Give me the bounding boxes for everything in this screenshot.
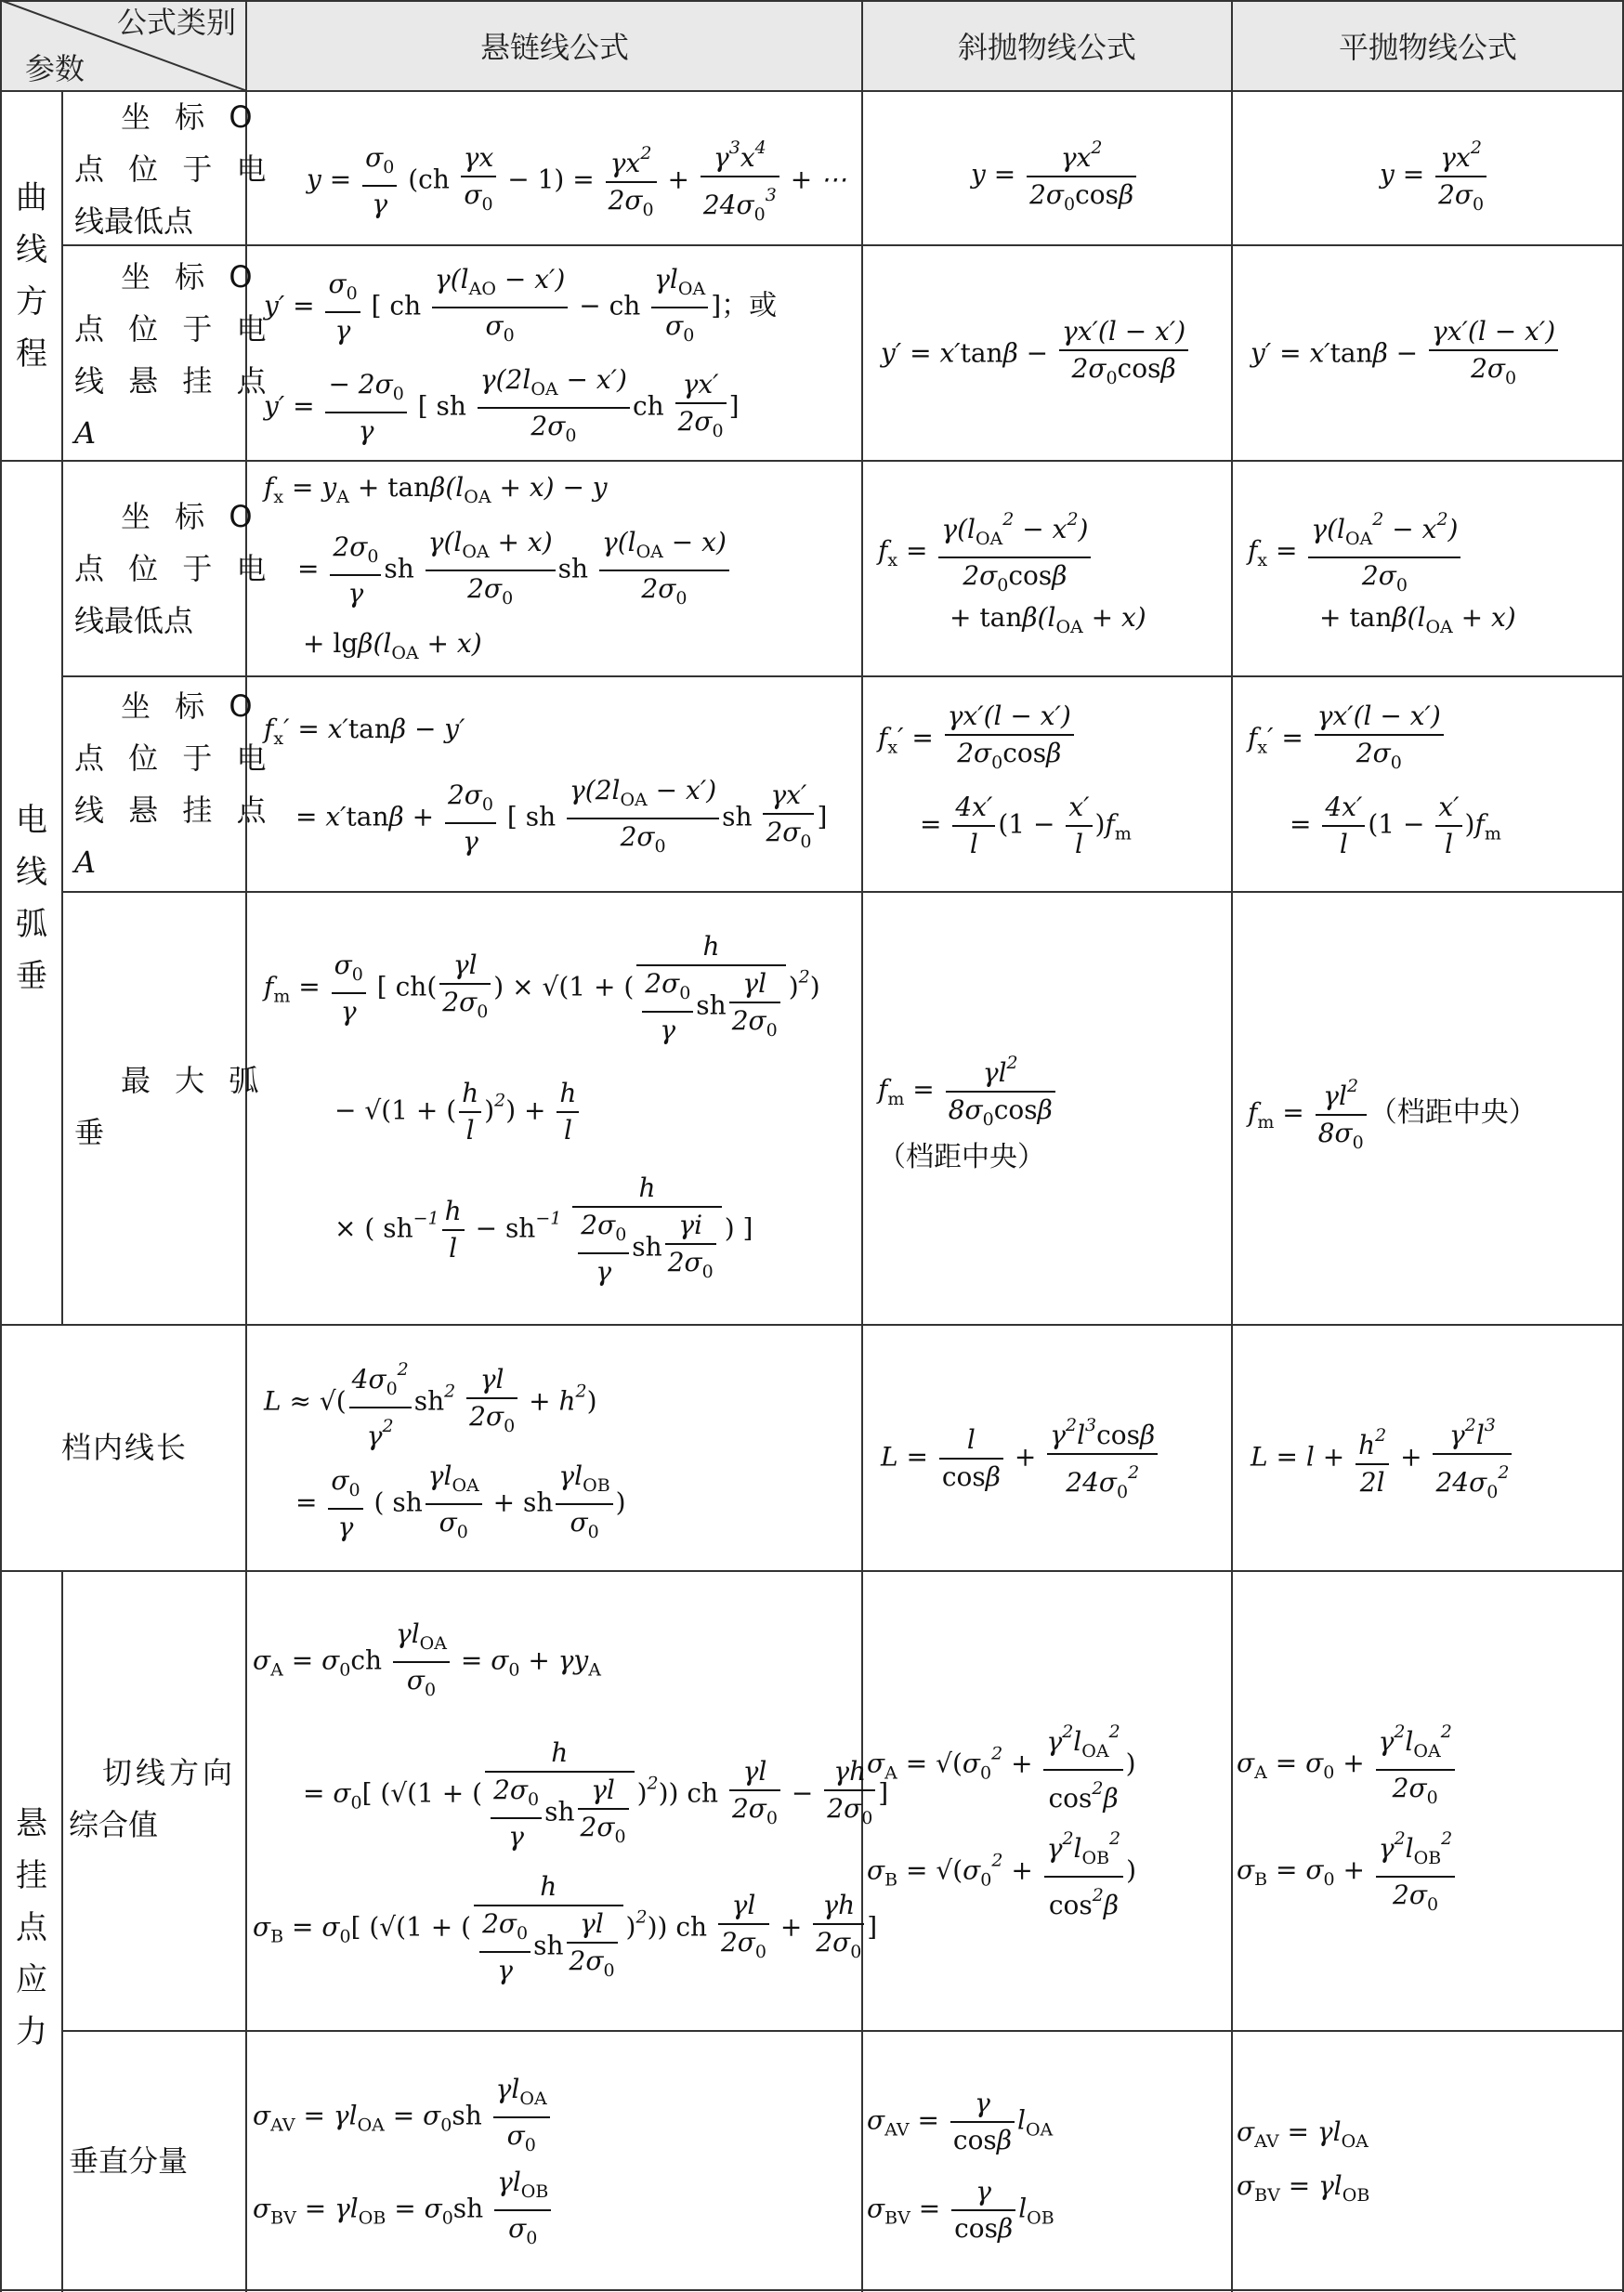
grid-line (0, 1324, 1624, 1326)
row-label-origin-suspension-1 (74, 251, 274, 459)
formula-oblique-sag-suspension-2: = $\frac{4x'}{l}$ (1 − $\frac{x'}{l}$ )$f_m$ (920, 790, 1132, 862)
group-char: 曲 (16, 179, 47, 216)
formula-oblique-stress-a: $\sigma_A = √(\sigma_0^2$ + $\frac{\gamma^2l_{OA}^2}{\cos^2\beta}$ ) (867, 1714, 1136, 1816)
group-sag (13, 794, 50, 1002)
label-line: 线最低点 (74, 603, 194, 638)
group-char: 弧 (16, 906, 47, 943)
formula-catenary-stress-a-2: = $\sigma_0$[ (√(1 + ( h $\frac{2\sigma_0}{\gamma}$ sh $\frac{\gamma l}{2\sigma_0}$ )$^2$)) ch $\frac{\gamma l}{2\sigma_0}$ − $\frac{\gamma h}{2\sigma_0}$ ] (303, 1735, 888, 1854)
formula-catenary-curve-suspension-1: y′ = $\frac{\sigma_0}{\gamma}$ [ ch $\frac{\gamma(l_{AO} - x')}{\sigma_0}$ − ch $\frac{\gamma l_{OA}}{\sigma_0}$ ]；或 (264, 262, 777, 353)
grid-line (0, 1570, 1624, 1572)
formula-flat-curve-suspension: y′ = x′tanβ − $\frac{\gamma x'(l - x')}{2\sigma_0}$ (1251, 314, 1561, 396)
label-line: 垂 (74, 1115, 112, 1150)
formula-catenary-stress-b: $\sigma_B = \sigma_0$[ (√(1 + ( h $\frac{2\sigma_0}{\gamma}$ sh $\frac{\gamma l}{2\sigma_0}$ )$^2$)) ch $\frac{\gamma l}{2\sigma_0}$ + $\frac{\gamma h}{2\sigma_0}$ ] (253, 1869, 877, 1988)
label-line: 坐 标 O (121, 499, 260, 534)
row-label-origin-suspension-2 (74, 680, 274, 888)
label-line: 坐 标 O (121, 99, 260, 135)
formula-flat-length: L = l + $\frac{h^2}{2l}$ + $\frac{\gamma^2l^3}{24\sigma_0^2}$ (1251, 1408, 1514, 1510)
grid-line (61, 2030, 1624, 2032)
header-oblique (862, 0, 1232, 91)
formula-flat-stress-b: $\sigma_B = \sigma_0$ + $\frac{\gamma^2l_{OB}^2}{2\sigma_0}$ (1237, 1821, 1458, 1922)
label-line: 点 位 于 电 (74, 740, 274, 776)
group-char: 应 (16, 1961, 47, 1998)
formula-catenary-vertical-b: $\sigma_{BV} = \gamma l_{OB} = \sigma_0sh$ $\frac{\gamma l_{OB}}{\sigma_0}$ (253, 2165, 554, 2256)
label-line: 线 悬 挂 点 (74, 792, 274, 828)
formula-oblique-vertical-b: $\sigma_{BV}$ = $\frac{\gamma}{\cos\beta}$ $l_{OB}$ (867, 2174, 1054, 2246)
formula-catenary-length-1: L ≈ √( $\frac{4\sigma_0^2}{\gamma^2}$ $sh^2$ $\frac{\gamma l}{2\sigma_0}$ + $h^2$) (264, 1352, 597, 1454)
group-char: 线 (16, 231, 47, 268)
formula-catenary-max-sag-3: × ( $sh^{-1}$ $\frac{h}{l}$ − $sh^{-1}$ h $\frac{2\sigma_0}{\gamma}$ sh $\frac{\gamma i}{2\sigma_0}$ ) ] (334, 1171, 753, 1290)
formula-flat-sag-suspension-1: $f_x'$ = $\frac{\gamma x'(l - x')}{2\sigma_0}$ (1248, 699, 1447, 780)
header-catenary (247, 0, 862, 91)
formula-catenary-sag-lowest-3: + $\lg\beta(l_{OA} + x)$ (303, 628, 482, 663)
row-label-max-sag (74, 1054, 266, 1159)
row-label-origin-lowest-2 (74, 491, 274, 647)
group-char: 力 (16, 2013, 47, 2050)
formula-flat-sag-lowest: $f_x$ = $\frac{\gamma(l_{OA}^2 - x^2)}{2\sigma_0}$ (1248, 502, 1463, 603)
formula-catenary-curve-lowest: y = $\frac{\sigma_0}{\gamma}$ (ch $\frac{\gamma x}{\sigma_0}$ − 1) = $\frac{\gamma x^2}{2\sigma_0}$ + $\frac{\gamma^3x^4}{24\sigma_0^3}$ + ⋯ (307, 130, 846, 232)
or-word: ；或 (721, 289, 778, 322)
formula-flat-sag-lowest-2: + $\tan\beta(l_{OA} + x)$ (1319, 602, 1516, 637)
formula-catenary-sag-suspension-1: $f_x' = x'\tan\beta - y'$ (264, 714, 465, 749)
formula-oblique-length: L = $\frac{l}{\cos\beta}$ + $\frac{\gamma^2l^3\cos\beta}{24\sigma_0^2}$ (881, 1408, 1160, 1510)
formula-catenary-curve-suspension-2: y′ = $\frac{- 2\sigma_0}{\gamma}$ [ sh $\frac{\gamma(2l_{OA} - x')}{2\sigma_0}$ ch $\frac{\gamma x'}{2\sigma_0}$ ] (264, 362, 740, 453)
formula-catenary-max-sag-2: − √(1 + ( $\frac{h}{l}$ )$^2$) + $\frac{h}{l}$ (334, 1076, 582, 1148)
row-label-origin-lowest-1 (74, 91, 274, 247)
formula-oblique-curve-suspension: y′ = x′tanβ − $\frac{\gamma x'(l - x')}{2\sigma_0\cos\beta}$ (881, 314, 1191, 396)
formula-flat-curve-lowest: y = $\frac{\gamma x^2}{2\sigma_0}$ (1380, 130, 1489, 222)
label-line: 线最低点 (74, 203, 194, 239)
header-category-label: 公式类别 (116, 5, 236, 39)
group-char: 线 (16, 854, 47, 891)
formula-catenary-stress-a-1: $\sigma_A = \sigma_0ch$ $\frac{\gamma l_{OA}}{\sigma_0}$ = $\sigma_0 + \gamma y_A$ (253, 1617, 601, 1708)
formula-catenary-length-2: = $\frac{\sigma_0}{\gamma}$ ( sh $\frac{\gamma l_{OA}}{\sigma_0}$ + sh $\frac{\gamma l_{OB}}{\sigma_0}$ ) (295, 1459, 626, 1550)
grid-line (0, 0, 1624, 2)
group-char: 挂 (16, 1857, 47, 1894)
formula-flat-vertical-a: $\sigma_{AV} = \gamma l_{OA}$ (1237, 2116, 1369, 2152)
label-line: 最 大 弧 (121, 1063, 267, 1098)
group-char: 点 (16, 1909, 47, 1946)
group-char: 悬 (16, 1805, 47, 1842)
row-label-tangent (69, 1747, 236, 1851)
header-catenary-label: 悬链线公式 (479, 30, 629, 65)
formula-flat-sag-suspension-2: = $\frac{4x'}{l}$ (1 − $\frac{x'}{l}$ )$f_m$ (1290, 790, 1501, 862)
formula-catenary-sag-lowest-1: $f_x = y_A + \tan\beta(l_{OA} + x) - y$ (264, 472, 608, 507)
formula-catenary-max-sag-1: $f_m$ = $\frac{\sigma_0}{\gamma}$ [ ch( $\frac{\gamma l}{2\sigma_0}$ ) × √(1 + ( h $\frac{2\sigma_0}{\gamma}$ sh $\frac{\gamma l}{2\sigma_0}$ )$^2$) (264, 929, 820, 1048)
formula-flat-vertical-b: $\sigma_{BV} = \gamma l_{OB}$ (1237, 2170, 1370, 2206)
formula-catenary-sag-lowest-2: = $\frac{2\sigma_0}{\gamma}$ sh $\frac{\gamma(l_{OA} + x)}{2\sigma_0}$ sh $\frac{\gamma(l_{OA} - x)}{2\sigma_0}$ (297, 525, 732, 616)
grid-line (61, 90, 63, 1324)
label-line: 点 位 于 电 (74, 151, 274, 187)
formula-oblique-stress-b: $\sigma_B = √(\sigma_0^2$ + $\frac{\gamma^2l_{OB}^2}{\cos^2\beta}$ ) (867, 1821, 1136, 1923)
label-line: 点 位 于 电 (74, 551, 274, 586)
header-diagonal-line (0, 0, 247, 91)
oblique-span-center-note (878, 1133, 1045, 1174)
label-line: 综合值 (69, 1807, 159, 1842)
group-char: 方 (16, 283, 47, 321)
group-char: 垂 (16, 958, 47, 995)
grid-line (61, 891, 1624, 893)
grid-line (61, 244, 1624, 246)
label-line: A (74, 845, 104, 880)
group-char: 电 (16, 802, 47, 839)
formula-flat-stress-a: $\sigma_A = \sigma_0$ + $\frac{\gamma^2l_{OA}^2}{2\sigma_0}$ (1237, 1714, 1458, 1815)
label-line: 切线方向 (102, 1755, 237, 1790)
grid-line (0, 0, 2, 2292)
group-span-length: 档内线长 (61, 1430, 189, 1465)
group-stress (13, 1798, 50, 2058)
formula-oblique-vertical-a: $\sigma_{AV}$ = $\frac{\gamma}{\cos\beta}$ $l_{OA}$ (867, 2086, 1053, 2158)
formula-oblique-sag-lowest: $f_x$ = $\frac{\gamma(l_{OA}^2 - x^2)}{2\sigma_0\cos\beta}$ (878, 502, 1094, 603)
label-line: A (74, 415, 104, 451)
span-center-inline: （档距中央） (1369, 1096, 1537, 1129)
formula-oblique-max-sag: $f_m$ = $\frac{\gamma l^2}{8\sigma_0\cos\beta}$ (878, 1045, 1058, 1137)
grid-line (0, 460, 1624, 462)
label-line: 点 位 于 电 (74, 311, 274, 347)
grid-line (1231, 0, 1233, 2292)
label-line: 坐 标 O (121, 688, 260, 724)
header-parameter-label: 参数 (24, 51, 85, 85)
formula-catenary-sag-suspension-2: = x′tanβ + $\frac{2\sigma_0}{\gamma}$ [ sh $\frac{\gamma(2l_{OA} - x')}{2\sigma_0}$ sh $\frac{\gamma x'}{2\sigma_0}$ ] (295, 773, 827, 864)
header-flat-label: 平抛物线公式 (1338, 30, 1517, 65)
formula-flat-max-sag: $f_m$ = $\frac{\gamma l^2}{8\sigma_0}$ （档距中央） (1248, 1068, 1537, 1160)
label-line: 线 悬 挂 点 (74, 363, 274, 399)
span-center-text: （档距中央） (878, 1141, 1045, 1173)
grid-line (61, 1570, 63, 2292)
formula-catenary-vertical-a: $\sigma_{AV} = \gamma l_{OA} = \sigma_0sh$ $\frac{\gamma l_{OA}}{\sigma_0}$ (253, 2072, 553, 2163)
grid-line (0, 2289, 1624, 2291)
formula-oblique-sag-suspension-1: $f_x'$ = $\frac{\gamma x'(l - x')}{2\sigma_0\cos\beta}$ (878, 699, 1077, 780)
row-label-vertical: 垂直分量 (69, 2143, 189, 2179)
header-oblique-label: 斜抛物线公式 (957, 30, 1136, 65)
label-line: 坐 标 O (121, 259, 260, 295)
formula-oblique-curve-lowest: y = $\frac{\gamma x^2}{2\sigma_0\cos\beta}$ (971, 130, 1139, 222)
header-flat (1232, 0, 1624, 91)
group-char: 程 (16, 335, 47, 373)
group-curve-equation (13, 172, 50, 380)
formula-oblique-sag-lowest-2: + $\tan\beta(l_{OA} + x)$ (950, 602, 1146, 637)
grid-line (61, 675, 1624, 677)
